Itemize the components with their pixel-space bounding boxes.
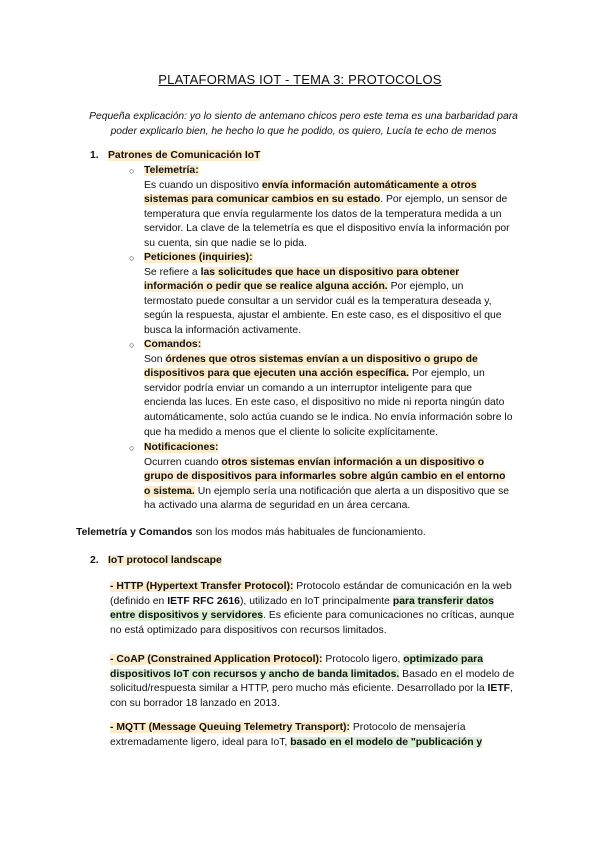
protocol-coap: - CoAP (Constrained Application Protocol): Protocolo ligero, optimizado para dispositivos IoT con recursos y ancho de banda limitados. Basado en el modelo de solicitud/respuesta similar a HTTP, pero mucho más eficiente. Desarrollado por la IETF, con su borrador 18 lanzado en 2013. xyxy=(110,654,515,709)
section-2-number: 2. xyxy=(90,555,99,566)
hollow-bullet-icon: ○ xyxy=(129,166,135,176)
pattern-description: Se refiere a las solicitudes que hace un dispositivo para obtener información o pedir que se realice alguna acción. Por ejemplo, un termostato puede consultar a un servidor cuál es la temperatura deseada y, según la respuesta, ajustar el ambiente. En este caso, es el dispositivo el que busca la información activamente. xyxy=(144,266,502,336)
pattern-peticiones xyxy=(129,251,514,339)
pattern-label: Telemetría: xyxy=(144,165,199,176)
section-1-heading xyxy=(90,150,261,161)
pattern-description: Ocurren cuando otros sistemas envían información a un dispositivo o grupo de dispositivos para informarles sobre algún cambio en el entorno o sistema. Un ejemplo sería una notificación que alerta a un dispositivo que se ha activado una alarma de seguridad en un área cercana. xyxy=(144,456,510,512)
summary-line: Telemetría y Comandos son los modos más habituales de funcionamiento. xyxy=(76,527,426,538)
pattern-comandos xyxy=(129,338,514,440)
section-2-heading xyxy=(90,555,222,566)
hollow-bullet-icon: ○ xyxy=(129,253,135,263)
protocol-mqtt: - MQTT (Message Queuing Telemetry Transport): Protocolo de mensajería extremadamente ligero, ideal para IoT, basado en el modelo de "publicación y xyxy=(110,722,483,748)
hollow-bullet-icon: ○ xyxy=(129,340,135,350)
section-2-title: IoT protocol landscape xyxy=(108,555,222,566)
protocol-http: - HTTP (Hypertext Transfer Protocol): Protocolo estándar de comunicación en la web (definido en IETF RFC 2616), utilizado en IoT principalmente para transferir datos entre dispositivos y servidores. Es eficiente para comunicaciones no críticas, aunque no está optimizado para dispositivos con recursos limitados. xyxy=(110,581,515,636)
pattern-description: Son órdenes que otros sistemas envían a un dispositivo o grupo de dispositivos para que ejecuten una acción específica. Por ejemplo, un servidor podría enviar un comando a un interruptor inteligente para que encienda las luces. En este caso, el dispositivo no mide ni reporta ningún dato automáticamente, solo actúa cuando se le indica. No envía información sobre lo que ha medido a menos que el cliente lo solicite explícitamente. xyxy=(144,353,513,438)
section-1-title: Patrones de Comunicación IoT xyxy=(108,150,261,161)
pattern-label: Comandos: xyxy=(144,339,202,350)
pattern-notificaciones xyxy=(129,441,514,514)
section-1-number: 1. xyxy=(90,150,99,161)
hollow-bullet-icon: ○ xyxy=(129,443,135,453)
pattern-description: Es cuando un dispositivo envía información automáticamente a otros sistemas para comunicar cambios en su estado. Por ejemplo, un sensor de temperatura que envía regularmente los datos de la temperatura medida a un servidor. La clave de la telemetría es que el dispositivo envía la información por su cuenta, sin que nadie se lo pida. xyxy=(144,179,510,249)
pattern-telemetria xyxy=(129,164,514,252)
document-title: PLATAFORMAS IOT - TEMA 3: PROTOCOLOS xyxy=(158,72,442,87)
pattern-label: Peticiones (inquiries): xyxy=(144,252,253,263)
intro-note: Pequeña explicación: yo lo siento de antemano chicos pero este tema es una barbaridad para poder explicarlo bien, he hecho lo que he podido, os quiero, Lucía te echo de menos xyxy=(89,111,518,137)
pattern-label: Notificaciones: xyxy=(144,442,219,453)
